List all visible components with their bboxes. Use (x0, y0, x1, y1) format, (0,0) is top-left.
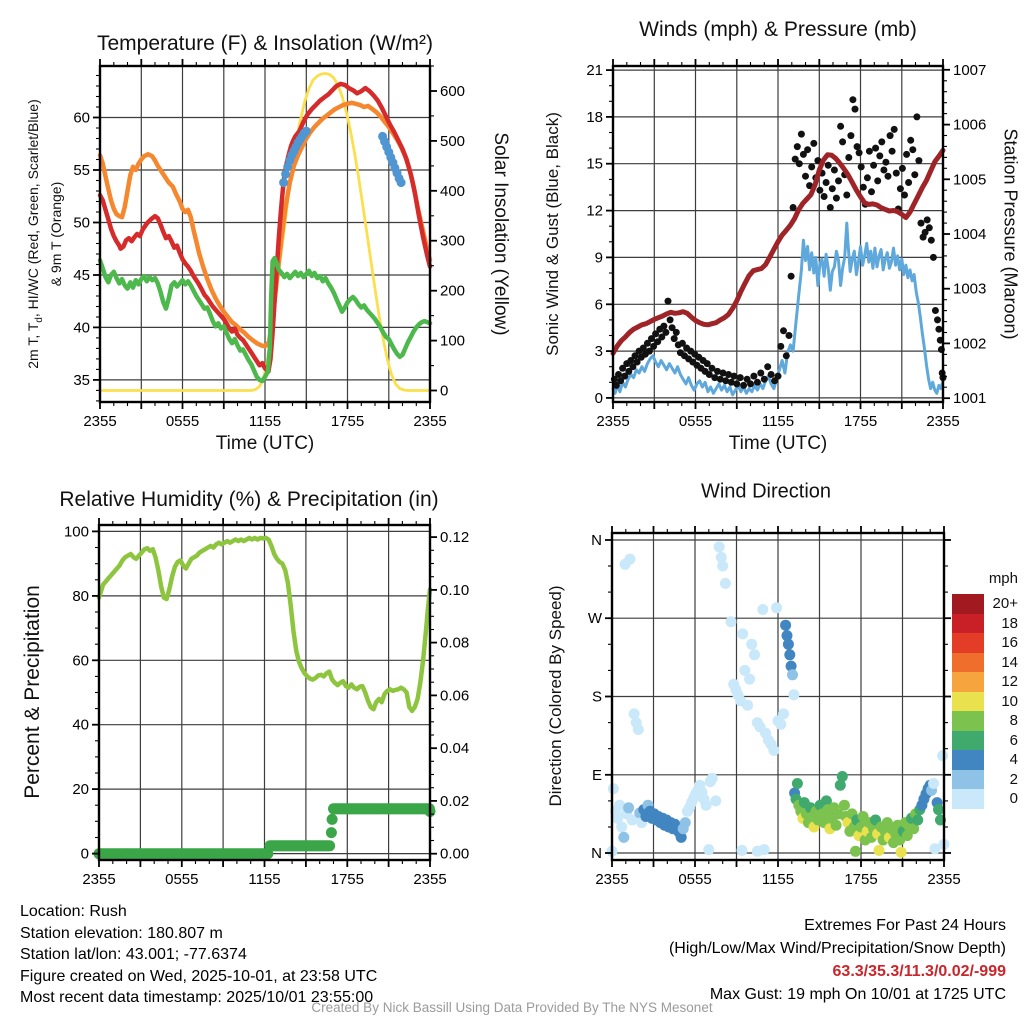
legend-swatch (952, 614, 984, 634)
legend-entry (952, 672, 1018, 692)
axis-label-pressure-right: Station Pressure (Maroon) (1000, 128, 1021, 340)
tick-labels (73, 83, 465, 430)
svg-text:0: 0 (80, 845, 89, 863)
svg-text:100: 100 (440, 332, 466, 350)
svg-text:E: E (591, 766, 602, 784)
svg-text:1155: 1155 (248, 413, 282, 430)
legend-label: 18 (1001, 614, 1018, 632)
svg-text:2355: 2355 (83, 413, 117, 430)
svg-text:0555: 0555 (165, 871, 199, 888)
svg-text:1004: 1004 (953, 226, 987, 243)
svg-text:S: S (591, 688, 602, 706)
svg-text:0.08: 0.08 (440, 634, 470, 652)
legend-label: 2 (1009, 770, 1018, 788)
data-timestamp: Most recent data timestamp: 2025/10/01 23:55:00 (20, 989, 374, 1006)
svg-text:2355: 2355 (595, 871, 629, 888)
axis-label-wind-left: Sonic Wind & Gust (Blue, Black) (543, 112, 562, 356)
chart-winds-pressure (586, 59, 986, 430)
station-latlon: Station lat/lon: 43.001; -77.6374 (20, 946, 247, 963)
svg-text:0: 0 (440, 382, 449, 400)
svg-text:1755: 1755 (843, 413, 878, 430)
extremes-title: Extremes For Past 24 Hours (804, 917, 1006, 934)
svg-text:1007: 1007 (953, 61, 987, 79)
svg-text:1005: 1005 (953, 171, 987, 189)
extremes-values: 63.3/35.3/11.3/0.02/-999 (832, 963, 1006, 980)
legend-swatch (952, 692, 984, 712)
svg-text:20: 20 (72, 781, 89, 799)
legend-label: 10 (1001, 692, 1018, 710)
chart-title-wind-direction: Wind Direction (700, 480, 832, 503)
chart-temperature-insolation (73, 59, 465, 430)
axis-label-insolation-right: Solar Insolation (Yellow) (490, 132, 511, 336)
legend-label: 14 (1001, 653, 1018, 671)
legend-entry (952, 711, 1018, 731)
svg-text:0.02: 0.02 (440, 792, 470, 810)
station-info (20, 901, 377, 1009)
svg-text:0555: 0555 (678, 413, 713, 430)
svg-text:100: 100 (63, 523, 89, 541)
legend-swatch (952, 731, 984, 751)
svg-text:2355: 2355 (413, 871, 447, 888)
svg-text:500: 500 (440, 132, 466, 150)
svg-text:60: 60 (73, 109, 90, 127)
legend-label: 20+ (992, 595, 1018, 612)
axis-label-percent-precip: Percent & Precipitation (21, 585, 44, 799)
svg-text:N: N (591, 845, 602, 862)
figure-created: Figure created on Wed, 2025-10-01, at 23:58 UTC (20, 967, 378, 985)
svg-text:0.00: 0.00 (440, 845, 470, 863)
legend-entry (952, 731, 1018, 751)
legend-swatch (952, 750, 984, 770)
svg-text:0: 0 (594, 389, 603, 407)
svg-text:200: 200 (440, 282, 466, 300)
svg-text:21: 21 (586, 62, 603, 80)
svg-text:1006: 1006 (953, 116, 987, 134)
svg-text:2355: 2355 (596, 413, 630, 430)
credit-line: Created By Nick Bassill Using Data Provided By The NYS Mesonet (311, 1000, 713, 1015)
gridlines (613, 66, 943, 402)
max-gust: Max Gust: 19 mph On 10/01 at 1725 UTC (709, 986, 1006, 1003)
chart-title-temperature: Temperature (F) & Insolation (W/m²) (96, 32, 434, 55)
svg-text:55: 55 (73, 162, 90, 179)
legend-swatch (952, 653, 984, 673)
legend-entry (952, 750, 1018, 770)
legend-unit-label: mph (988, 570, 1018, 587)
chart-wind-direction (588, 526, 961, 888)
svg-text:N: N (591, 532, 602, 549)
svg-text:0.10: 0.10 (440, 581, 470, 599)
chart-title-winds-pressure: Winds (mph) & Pressure (mb) (639, 18, 917, 41)
legend-label: 8 (1009, 712, 1018, 729)
axis-label-time-2: Time (UTC) (728, 433, 828, 454)
svg-text:2355: 2355 (927, 871, 961, 888)
legend-entry (952, 692, 1018, 712)
legend-label: 4 (1009, 751, 1018, 768)
svg-text:0555: 0555 (165, 413, 200, 430)
svg-text:1002: 1002 (953, 335, 987, 353)
legend-swatch (952, 633, 984, 653)
legend-entry (952, 789, 1018, 809)
legend-entry (952, 633, 1018, 653)
legend-label: 6 (1009, 731, 1018, 749)
svg-text:1155: 1155 (761, 413, 795, 430)
svg-text:1155: 1155 (248, 871, 281, 888)
svg-text:W: W (587, 610, 602, 628)
legend-entry (952, 653, 1018, 673)
svg-text:300: 300 (440, 232, 466, 250)
axis-label-direction: Direction (Colored By Speed) (546, 585, 565, 807)
axis-label-time-1: Time (UTC) (215, 433, 315, 454)
legend-label: 16 (1001, 634, 1018, 651)
svg-text:1003: 1003 (953, 280, 987, 298)
axis-label-temp-left-1: 2m T, $T_d$, HI/WC (Red, Green, Scarlet/Blue) (25, 99, 45, 369)
svg-text:0.12: 0.12 (440, 529, 470, 547)
svg-text:0.06: 0.06 (440, 687, 470, 705)
svg-text:18: 18 (586, 108, 603, 126)
legend-entry (952, 770, 1018, 790)
legend-swatch (952, 711, 984, 731)
svg-text:1001: 1001 (953, 390, 987, 408)
svg-text:1755: 1755 (844, 871, 878, 888)
svg-text:45: 45 (73, 267, 90, 284)
svg-text:12: 12 (586, 202, 603, 220)
chart-humidity-precip (64, 518, 469, 888)
svg-text:1755: 1755 (330, 413, 365, 430)
svg-text:2355: 2355 (926, 413, 960, 430)
svg-text:80: 80 (72, 587, 89, 605)
svg-text:3: 3 (594, 343, 603, 361)
legend-swatch (952, 789, 984, 809)
legend-swatch (952, 594, 984, 614)
svg-text:0555: 0555 (678, 871, 712, 888)
svg-text:9: 9 (594, 249, 603, 267)
station-elevation: Station elevation: 180.807 m (20, 924, 223, 942)
svg-text:35: 35 (73, 371, 90, 389)
legend-label: 0 (1009, 790, 1018, 807)
legend-label: 12 (1001, 673, 1018, 690)
chart-title-humidity-precip: Relative Humidity (%) & Precipitation (in) (59, 488, 439, 511)
svg-text:400: 400 (440, 182, 466, 200)
wind-speed-colorbar (952, 594, 1018, 809)
gridlines (612, 533, 944, 860)
svg-text:2355: 2355 (82, 871, 116, 888)
svg-text:40: 40 (72, 716, 89, 734)
axis-label-temp-left-2: & 9m T (Orange) (48, 181, 64, 287)
svg-text:40: 40 (73, 319, 90, 337)
svg-text:2355: 2355 (413, 413, 447, 430)
svg-text:50: 50 (73, 214, 90, 232)
svg-text:6: 6 (594, 296, 603, 314)
svg-text:1755: 1755 (330, 871, 364, 888)
station-location: Location: Rush (20, 903, 127, 920)
legend-swatch (952, 672, 984, 692)
svg-text:60: 60 (72, 652, 89, 670)
svg-text:600: 600 (440, 83, 466, 100)
svg-text:0.04: 0.04 (440, 740, 470, 758)
legend-swatch (952, 770, 984, 790)
legend-entry (952, 614, 1018, 634)
extremes-subtitle: (High/Low/Max Wind/Precipitation/Snow Depth) (668, 940, 1006, 957)
svg-text:1155: 1155 (761, 871, 795, 888)
legend-entry (952, 594, 1018, 614)
svg-text:15: 15 (586, 155, 603, 173)
extremes-block (669, 914, 1006, 1006)
